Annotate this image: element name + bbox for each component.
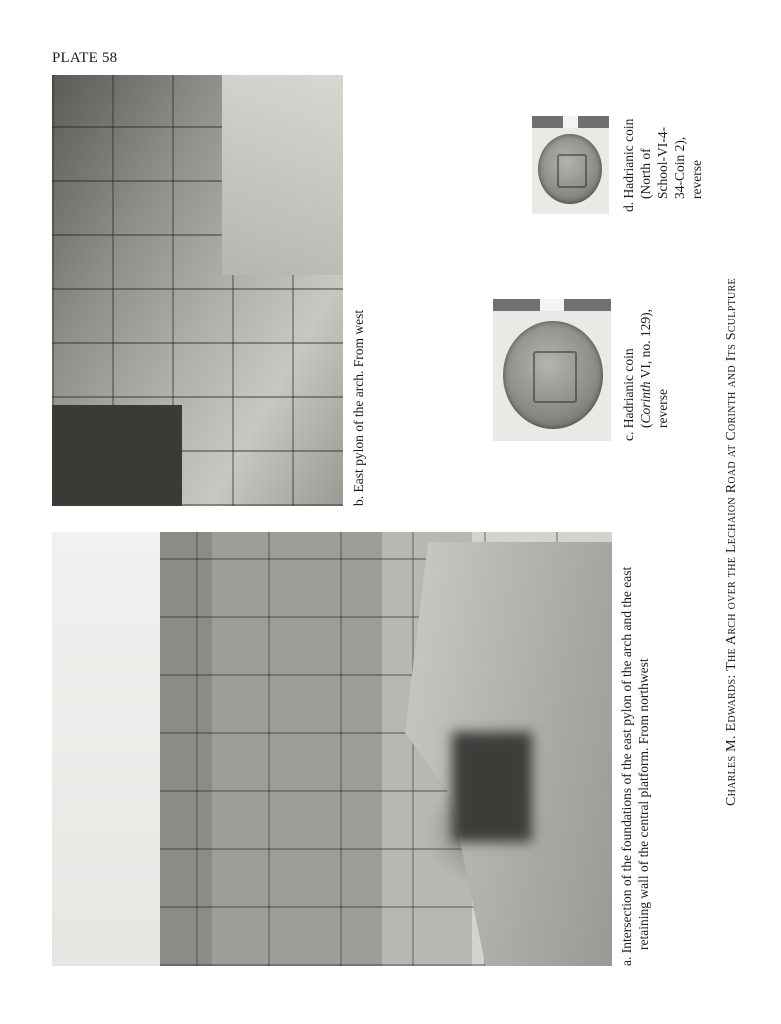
- caption-b: [350, 310, 367, 506]
- scale-bar: [493, 299, 611, 311]
- caption-b-text: b. East pylon of the arch. From west: [351, 309, 366, 506]
- book-attribution: [724, 236, 740, 806]
- caption-c-line2: [637, 309, 654, 441]
- caption-a-line1: a. Intersection of the foundations of the east pylon of the arch and the east: [619, 566, 634, 966]
- coin-reverse-image: [503, 321, 603, 429]
- caption-c: [620, 309, 671, 441]
- caption-a: [618, 526, 652, 966]
- caption-d-line1: d. Hadrianic coin: [621, 118, 636, 212]
- attribution-title: The Arch over the Lechaion Road at Corinth and Its Sculpture: [724, 278, 739, 671]
- photo-pylon-foundations: [52, 532, 612, 966]
- photo-dark-area: [52, 405, 182, 506]
- caption-c-paren: (: [638, 423, 653, 428]
- caption-d-line4: 34-Coin 2),: [672, 136, 687, 199]
- attribution-author: Charles M. Edwards:: [724, 674, 739, 806]
- plate-label: PLATE 58: [52, 50, 118, 66]
- caption-d: [620, 119, 705, 212]
- caption-a-line2: retaining wall of the central platform. From northwest: [636, 658, 651, 950]
- coin-reverse-image: [538, 134, 602, 204]
- caption-c-line3: reverse: [655, 389, 670, 428]
- caption-d-line5: reverse: [689, 160, 704, 199]
- caption-c-line1: c. Hadrianic coin: [621, 348, 636, 441]
- scale-bar: [532, 116, 609, 128]
- caption-d-line2: (North of: [638, 148, 653, 199]
- photo-east-pylon: [52, 75, 343, 506]
- caption-d-line3: School-VI-4-: [655, 127, 670, 199]
- coin-photo-d: [532, 116, 609, 214]
- photo-sky-area: [52, 532, 160, 966]
- photo-light-area: [222, 75, 343, 275]
- coin-photo-c: [493, 299, 611, 441]
- caption-c-rest: VI, no. 129),: [638, 308, 653, 382]
- photo-shadow: [452, 732, 532, 842]
- caption-c-italic: Corinth: [638, 381, 653, 424]
